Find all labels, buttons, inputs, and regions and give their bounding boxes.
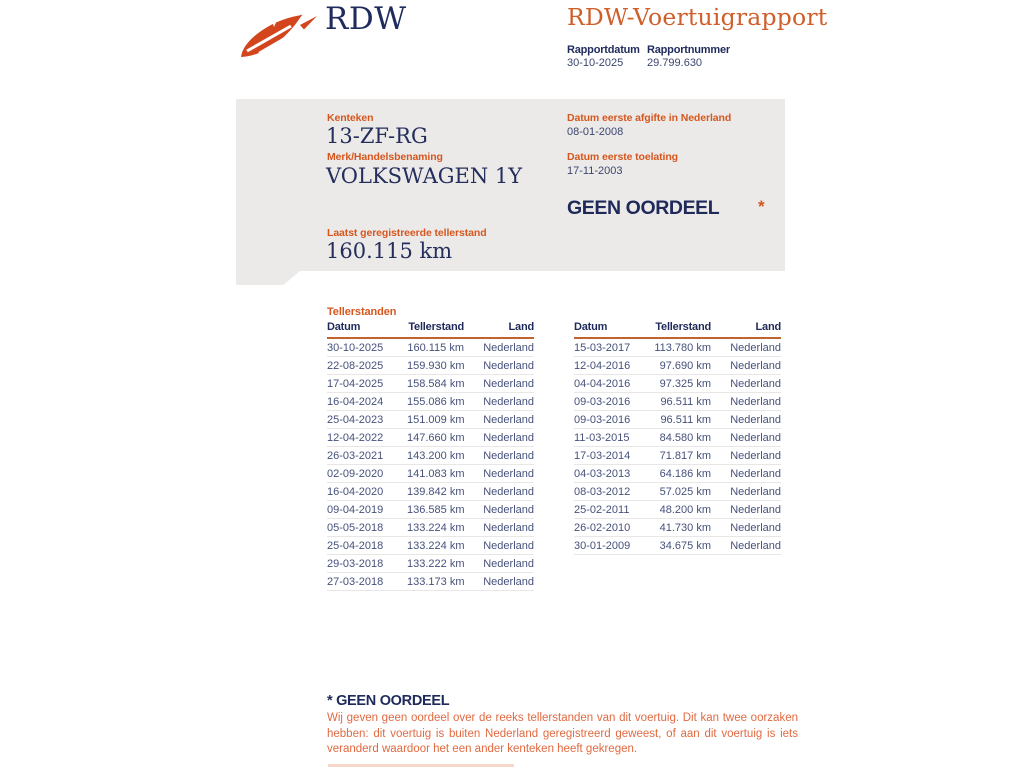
cell-land: Nederland: [711, 483, 781, 501]
table-row: [574, 465, 781, 483]
cell-land: Nederland: [464, 573, 534, 591]
cell-land: Nederland: [464, 411, 534, 429]
cell-datum: 17-04-2025: [327, 375, 407, 393]
cell-datum: 08-03-2012: [574, 483, 654, 501]
table-row: [327, 411, 534, 429]
eerste-afgifte-label: Datum eerste afgifte in Nederland: [567, 112, 732, 124]
table-header: [574, 320, 781, 338]
report-date-value: 30-10-2025: [567, 57, 624, 69]
cell-datum: 25-02-2011: [574, 501, 654, 519]
cell-land: Nederland: [711, 375, 781, 393]
cell-land: Nederland: [464, 501, 534, 519]
tellerstanden-table-left: [327, 320, 534, 591]
cell-tellerstand: 141.083 km: [407, 465, 464, 483]
table-row: [574, 411, 781, 429]
kenteken-value: 13-ZF-RG: [326, 124, 428, 148]
table-row: [327, 555, 534, 573]
cell-datum: 09-03-2016: [574, 393, 654, 411]
table-row: [327, 375, 534, 393]
table-header: [327, 320, 534, 338]
cell-land: Nederland: [464, 375, 534, 393]
column-header-tellerstand: Tellerstand: [654, 320, 711, 338]
report-date-label: Rapportdatum: [567, 44, 640, 56]
kenteken-label: Kenteken: [327, 112, 374, 124]
footnote-heading: * GEEN OORDEEL: [327, 693, 450, 709]
rdw-wordmark: RDW: [325, 1, 407, 37]
cell-land: Nederland: [464, 519, 534, 537]
table-row: [327, 501, 534, 519]
tellerstanden-table-right: [574, 320, 781, 555]
cell-land: Nederland: [711, 501, 781, 519]
cell-tellerstand: 97.325 km: [654, 375, 711, 393]
cell-land: Nederland: [711, 357, 781, 375]
cell-datum: 29-03-2018: [327, 555, 407, 573]
cell-tellerstand: 133.224 km: [407, 537, 464, 555]
cell-datum: 02-09-2020: [327, 465, 407, 483]
table-row: [574, 501, 781, 519]
cell-datum: 04-03-2013: [574, 465, 654, 483]
table-row: [327, 465, 534, 483]
cell-tellerstand: 96.511 km: [654, 411, 711, 429]
cell-datum: 26-02-2010: [574, 519, 654, 537]
table-row: [327, 573, 534, 591]
cell-land: Nederland: [711, 393, 781, 411]
laatste-tellerstand-value: 160.115 km: [326, 239, 453, 263]
eerste-toelating-label: Datum eerste toelating: [567, 151, 678, 163]
cell-land: Nederland: [711, 429, 781, 447]
cell-datum: 25-04-2023: [327, 411, 407, 429]
laatste-tellerstand-label: Laatst geregistreerde tellerstand: [327, 227, 487, 239]
cell-datum: 12-04-2022: [327, 429, 407, 447]
column-header-datum: Datum: [574, 320, 654, 338]
column-header-tellerstand: Tellerstand: [407, 320, 464, 338]
oordeel-footnote-marker: *: [758, 197, 765, 216]
eerste-toelating-value: 17-11-2003: [567, 165, 623, 177]
cell-tellerstand: 133.224 km: [407, 519, 464, 537]
cell-land: Nederland: [711, 465, 781, 483]
cell-tellerstand: 113.780 km: [654, 338, 711, 357]
cell-tellerstand: 147.660 km: [407, 429, 464, 447]
cell-datum: 15-03-2017: [574, 338, 654, 357]
column-header-land: Land: [711, 320, 781, 338]
cutoff-next-section-artifact: [328, 764, 514, 767]
table-row: [574, 429, 781, 447]
table-row: [574, 537, 781, 555]
cell-datum: 27-03-2018: [327, 573, 407, 591]
page-title: RDW-Voertuigrapport: [567, 3, 828, 31]
table-row: [327, 357, 534, 375]
cell-land: Nederland: [464, 447, 534, 465]
eerste-afgifte-value: 08-01-2008: [567, 126, 624, 138]
cell-tellerstand: 133.222 km: [407, 555, 464, 573]
cell-land: Nederland: [464, 537, 534, 555]
cell-tellerstand: 143.200 km: [407, 447, 464, 465]
cell-tellerstand: 34.675 km: [654, 537, 711, 555]
tellerstanden-section-label: Tellerstanden: [327, 306, 397, 318]
cell-tellerstand: 96.511 km: [654, 393, 711, 411]
cell-land: Nederland: [711, 447, 781, 465]
cell-land: Nederland: [464, 357, 534, 375]
cell-tellerstand: 155.086 km: [407, 393, 464, 411]
cell-tellerstand: 57.025 km: [654, 483, 711, 501]
cell-land: Nederland: [464, 429, 534, 447]
table-row: [327, 429, 534, 447]
report-number-value: 29.799.630: [647, 57, 703, 69]
cell-datum: 04-04-2016: [574, 375, 654, 393]
table-row: [574, 519, 781, 537]
cell-tellerstand: 133.173 km: [407, 573, 464, 591]
cell-land: Nederland: [711, 338, 781, 357]
cell-land: Nederland: [711, 411, 781, 429]
cell-datum: 05-05-2018: [327, 519, 407, 537]
cell-tellerstand: 151.009 km: [407, 411, 464, 429]
cell-tellerstand: 160.115 km: [407, 338, 464, 357]
cell-land: Nederland: [464, 393, 534, 411]
cell-land: Nederland: [464, 555, 534, 573]
cell-tellerstand: 64.186 km: [654, 465, 711, 483]
cell-tellerstand: 136.585 km: [407, 501, 464, 519]
cell-datum: 11-03-2015: [574, 429, 654, 447]
merk-value: VOLKSWAGEN 1Y: [326, 164, 523, 188]
cell-datum: 16-04-2020: [327, 483, 407, 501]
oordeel-status: GEEN OORDEEL: [567, 197, 720, 219]
cell-tellerstand: 159.930 km: [407, 357, 464, 375]
cell-datum: 26-03-2021: [327, 447, 407, 465]
footnote-body: Wij geven geen oordeel over de reeks tellerstanden van dit voertuig. Dit kan twee oorzaken hebben: dit voertuig is buiten Nederland geregistreerd geweest, of aan dit voertuig is iets veranderd waardoor het een ander kenteken heeft gekregen.: [327, 712, 798, 756]
cell-datum: 25-04-2018: [327, 537, 407, 555]
report-number-label: Rapportnummer: [647, 44, 730, 56]
table-row: [574, 447, 781, 465]
cell-land: Nederland: [711, 537, 781, 555]
table-row: [574, 375, 781, 393]
vehicle-summary-box-tail: [236, 271, 300, 285]
cell-datum: 09-04-2019: [327, 501, 407, 519]
cell-datum: 16-04-2024: [327, 393, 407, 411]
table-row: [327, 393, 534, 411]
cell-datum: 12-04-2016: [574, 357, 654, 375]
cell-datum: 30-01-2009: [574, 537, 654, 555]
rdw-feather-logo-icon: [239, 12, 319, 60]
cell-tellerstand: 139.842 km: [407, 483, 464, 501]
table-row: [574, 393, 781, 411]
table-row: [327, 483, 534, 501]
cell-datum: 22-08-2025: [327, 357, 407, 375]
merk-label: Merk/Handelsbenaming: [327, 151, 443, 163]
cell-tellerstand: 84.580 km: [654, 429, 711, 447]
table-row: [327, 519, 534, 537]
cell-land: Nederland: [711, 519, 781, 537]
cell-tellerstand: 97.690 km: [654, 357, 711, 375]
column-header-land: Land: [464, 320, 534, 338]
cell-datum: 30-10-2025: [327, 338, 407, 357]
cell-tellerstand: 71.817 km: [654, 447, 711, 465]
cell-tellerstand: 48.200 km: [654, 501, 711, 519]
table-row: [574, 357, 781, 375]
column-header-datum: Datum: [327, 320, 407, 338]
table-row: [327, 537, 534, 555]
cell-land: Nederland: [464, 338, 534, 357]
cell-tellerstand: 41.730 km: [654, 519, 711, 537]
table-row: [574, 483, 781, 501]
cell-tellerstand: 158.584 km: [407, 375, 464, 393]
cell-datum: 17-03-2014: [574, 447, 654, 465]
cell-datum: 09-03-2016: [574, 411, 654, 429]
table-row: [327, 447, 534, 465]
table-row: [574, 338, 781, 357]
cell-land: Nederland: [464, 483, 534, 501]
cell-land: Nederland: [464, 465, 534, 483]
table-row: [327, 338, 534, 357]
